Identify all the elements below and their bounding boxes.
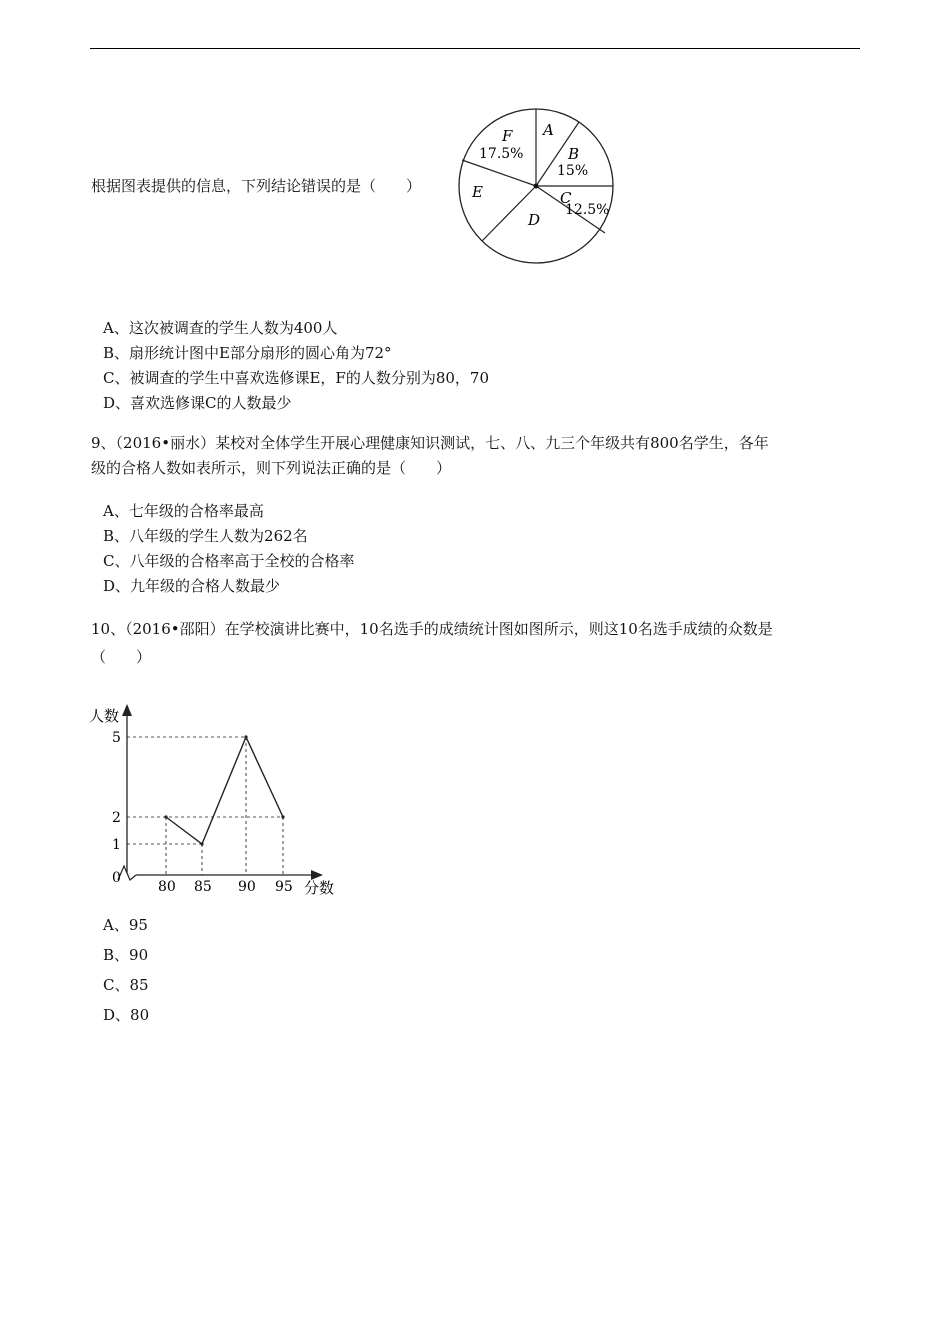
pie-label-f: F [502,127,513,145]
pie-pct-b: 15% [557,163,589,179]
q9-option-d: D、九年级的合格人数最少 [103,577,281,595]
y-axis-label: 人数 [89,707,120,725]
q10-stem-line1: 10、（2016•邵阳）在学校演讲比赛中，10名选手的成绩统计图如图所示，则这10名选手成绩的众数是 [91,620,773,638]
q9-stem-line2: 级的合格人数如表所示，则下列说法正确的是（ ） [91,459,452,477]
pie-label-a: A [543,121,554,139]
q10-option-b: B、90 [103,946,149,964]
q10-option-a: A、95 [103,916,148,934]
pie-label-b: B [568,145,580,163]
y-tick-label-2: 2 [112,810,121,826]
x-tick-label-95: 95 [275,879,293,895]
origin-label: 0 [112,870,121,886]
x-tick-label-90: 90 [238,879,256,895]
line-chart [80,700,350,900]
y-tick-label-5: 5 [112,730,121,746]
x-tick-label-80: 80 [158,879,176,895]
x-axis-label: 分数 [304,879,335,897]
pie-center-dot [534,184,539,189]
pie-pct-f: 17.5% [479,146,524,162]
x-tick-label-85: 85 [194,879,212,895]
q8-option-c: C、被调查的学生中喜欢选修课E，F的人数分别为80，70 [103,369,490,387]
pie-label-e: E [472,183,483,201]
q10-option-c: C、85 [103,976,149,994]
pie-label-c: C [560,189,572,207]
header-rule [90,48,860,49]
y-axis-arrow [122,704,132,716]
q10-option-d: D、80 [103,1006,150,1024]
q8-option-b: B、扇形统计图中E部分扇形的圆心角为72° [103,344,392,362]
q9-stem-line1: 9、（2016•丽水）某校对全体学生开展心理健康知识测试，七、八、九三个年级共有800名学生，各年 [91,434,769,452]
series-line [166,737,283,844]
pie-label-d: D [528,211,541,229]
pie-pct-c: 12.5% [565,202,610,218]
q9-option-a: A、七年级的合格率最高 [103,502,264,520]
q8-stem: 根据图表提供的信息，下列结论错误的是（ ） [91,177,422,195]
q9-option-c: C、八年级的合格率高于全校的合格率 [103,552,355,570]
y-tick-label-1: 1 [112,837,121,853]
q8-option-a: A、这次被调查的学生人数为400人 [103,319,338,337]
q8-option-d: D、喜欢选修课C的人数最少 [103,394,292,412]
q10-stem-line2: （ ） [91,648,152,666]
q9-option-b: B、八年级的学生人数为262名 [103,527,308,545]
pie-chart [455,105,620,270]
